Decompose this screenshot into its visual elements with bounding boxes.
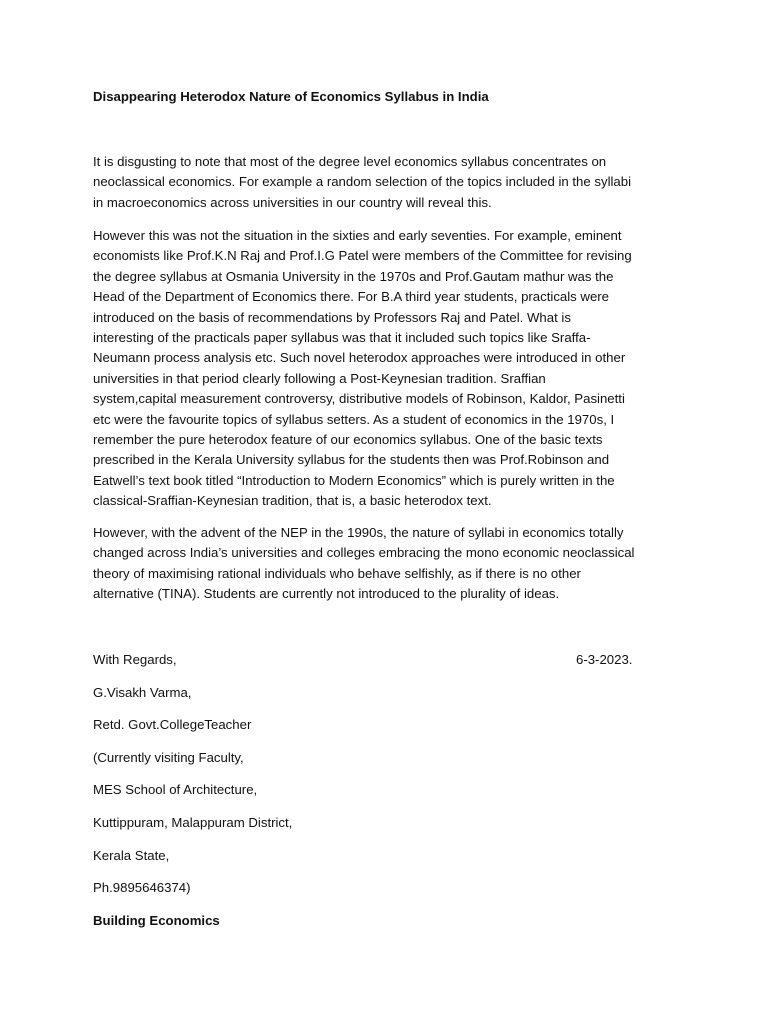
- paragraph-line: introduced on the basis of recommendations by Professors Raj and Patel. What is: [93, 309, 571, 325]
- paragraph-2: [93, 226, 632, 512]
- paragraph-line: in macroeconomics across universities in our country will reveal this.: [93, 194, 492, 210]
- closing-salutation: With Regards,: [93, 652, 177, 667]
- document-title: Disappearing Heterodox Nature of Economics Syllabus in India: [93, 89, 489, 104]
- letter-date: 6-3-2023.: [576, 652, 633, 667]
- paragraph-line: Eatwell’s text book titled “Introduction to Modern Economics” which is purely written in the: [93, 472, 615, 488]
- paragraph-line: It is disgusting to note that most of the degree level economics syllabus concentrates on: [93, 154, 607, 169]
- signature-role: Retd. Govt.CollegeTeacher: [93, 717, 252, 732]
- paragraph-line: prescribed in the Kerala University syllabus for the students then was Prof.Robinson and: [93, 452, 610, 468]
- paragraph-line: etc were the favourite topics of syllabus setters. As a student of economics in the 1970s, I: [93, 411, 615, 427]
- paragraph-line: neoclassical economics. For example a random selection of the topics included in the syllabi: [93, 174, 632, 190]
- paragraph-line: theory of maximising rational individuals who behave selfishly, as if there is no other: [93, 565, 581, 581]
- signature-line-5: Kuttippuram, Malappuram District,: [93, 815, 293, 830]
- signature-line-7: Ph.9895646374): [93, 880, 191, 895]
- paragraph-line: changed across India’s universities and colleges embracing the mono economic neoclassical: [93, 545, 635, 561]
- signature-line-6: Kerala State,: [93, 848, 170, 863]
- signature-name: G.Visakh Varma,: [93, 685, 192, 700]
- paragraph-line: universities in that period clearly following a Post-Keynesian tradition. Sraffian: [93, 370, 546, 386]
- paragraph-line: Neumann process analysis etc. Such novel heterodox approaches were introduced in other: [93, 350, 626, 366]
- paragraph-line: alternative (TINA). Students are currently not introduced to the plurality of ideas.: [93, 586, 560, 602]
- paragraph-3: [93, 523, 634, 605]
- paragraph-line: the degree syllabus at Osmania University in the 1970s and Prof.Gautam mathur was the: [93, 268, 614, 284]
- paragraph-1: [93, 152, 631, 213]
- footer-heading: Building Economics: [93, 913, 220, 928]
- paragraph-line: interesting of the practicals paper syllabus was that it included such topics like Sraffa-: [93, 330, 591, 346]
- signature-line-3: (Currently visiting Faculty,: [93, 750, 244, 765]
- paragraph-line: Head of the Department of Economics there. For B.A third year students, practicals were: [93, 289, 610, 305]
- paragraph-line: However, with the advent of the NEP in the 1990s, the nature of syllabi in economics totally: [93, 525, 624, 540]
- paragraph-line: economists like Prof.K.N Raj and Prof.I.G Patel were members of the Committee for revising: [93, 248, 632, 264]
- paragraph-line: system,capital measurement controversy, distributive models of Robinson, Kaldor, Pasinetti: [93, 391, 625, 407]
- paragraph-line: However this was not the situation in the sixties and early seventies. For example, eminent: [93, 228, 622, 243]
- signature-line-4: MES School of Architecture,: [93, 782, 258, 797]
- paragraph-line: remember the pure heterodox feature of our economics syllabus. One of the basic texts: [93, 432, 603, 448]
- paragraph-line: classical-Sraffian-Keynesian tradition, that is, a basic heterodox text.: [93, 493, 492, 509]
